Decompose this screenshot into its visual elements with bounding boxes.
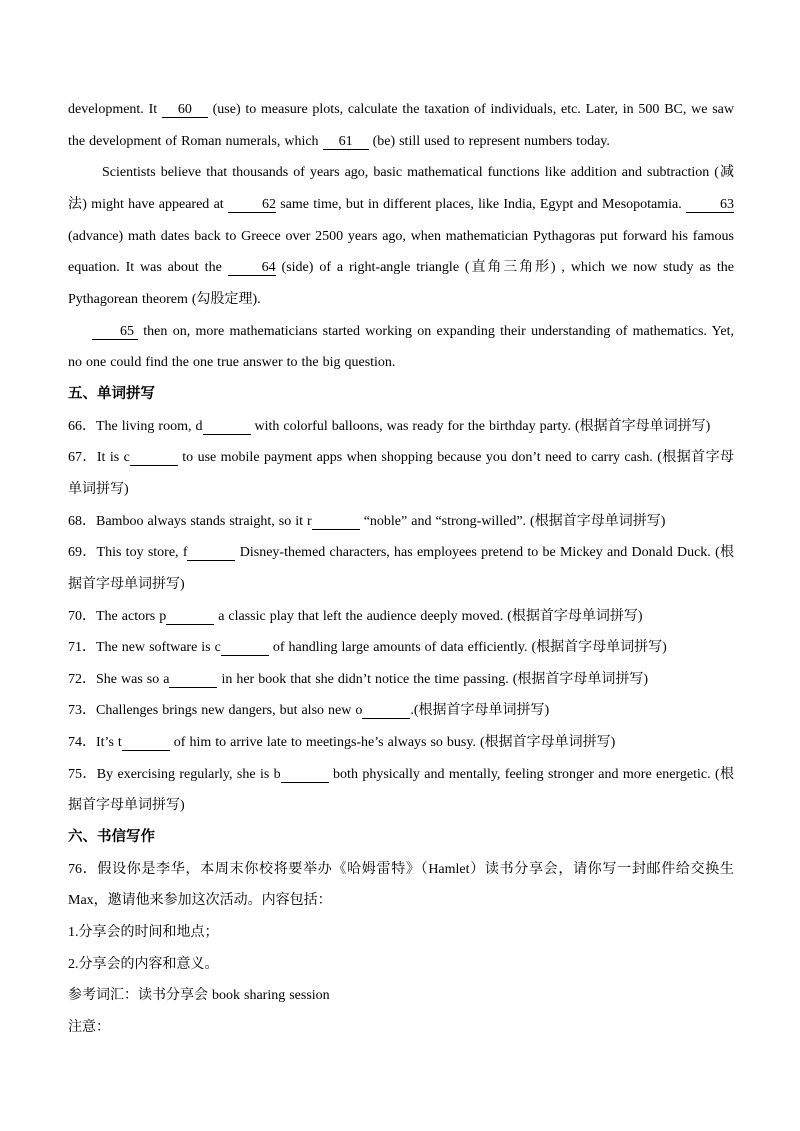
text-run: Disney-themed characters, has employees pretend to be Mickey and Donald Duck. (根据首字母单词拼写) xyxy=(68,545,734,592)
text-run: with colorful balloons, was ready for the birthday party. (根据首字母单词拼写) xyxy=(250,418,711,434)
text-run: same time, but in different places, like India, Egypt and Mesopotamia. xyxy=(275,196,686,212)
text-run: It is c xyxy=(96,450,130,466)
answer-blank xyxy=(281,768,329,783)
question-70 xyxy=(68,601,734,633)
numbered-blank-63: 63 xyxy=(686,198,734,213)
question-66 xyxy=(68,411,734,443)
letter-notice-label xyxy=(68,1012,734,1044)
question-69 xyxy=(68,537,734,600)
text-run: 假设你是李华，本周末你校将要举办《哈姆雷特》（Hamlet）读书分享会，请你写一封邮件给交换生Max，邀请他来参加这次活动。内容包括： xyxy=(68,861,734,909)
answer-blank xyxy=(169,673,217,688)
text-run: She was so a xyxy=(96,671,170,687)
question-number: 75． xyxy=(68,766,97,782)
text-run: “noble” and “strong-willed”. (根据首字母单词拼写) xyxy=(359,513,666,529)
text-run: in her book that she didn’t notice the time passing. (根据首字母单词拼写) xyxy=(217,671,649,687)
text-run: then on, more mathematicians started working on expanding their understanding of mathematics. Yet, no one could find the one true answer to the big question. xyxy=(68,323,734,371)
section-heading-letter-writing: 六、书信写作 xyxy=(68,829,155,846)
text-run: (be) still used to represent numbers today. xyxy=(368,133,610,149)
question-72 xyxy=(68,664,734,696)
text-run: a classic play that left the audience deeply moved. (根据首字母单词拼写) xyxy=(214,608,643,624)
numbered-blank-65: 65 xyxy=(92,325,138,340)
text-run: Challenges brings new dangers, but also new o xyxy=(96,703,363,719)
question-number: 67． xyxy=(68,450,97,466)
question-number: 66． xyxy=(68,418,96,434)
text-run: (use) to measure plots, calculate the taxation of individuals, etc. Later, in 500 BC, we saw the development of Roman numerals, which xyxy=(68,102,734,149)
question-number: 68． xyxy=(68,513,96,529)
letter-reference-vocabulary xyxy=(68,980,734,1012)
answer-blank xyxy=(203,420,251,435)
numbered-blank-61: 61 xyxy=(323,135,369,150)
text-run: of him to arrive late to meetings-he’s always so busy. (根据首字母单词拼写) xyxy=(169,735,616,751)
question-number: 76． xyxy=(68,861,98,877)
text-run: of handling large amounts of data efficiently. (根据首字母单词拼写) xyxy=(268,640,667,656)
question-74 xyxy=(68,727,734,759)
text-run: to use mobile payment apps when shopping because you don’t need to carry cash. (根据首字母单词拼写) xyxy=(68,450,735,497)
text-run: The actors p xyxy=(96,608,167,624)
question-67 xyxy=(68,442,734,505)
numbered-blank-62: 62 xyxy=(228,198,276,213)
answer-blank xyxy=(122,736,170,751)
letter-point-1 xyxy=(68,917,734,949)
text-run: This toy store, f xyxy=(96,545,188,561)
grammar-fill-paragraph-1 xyxy=(68,94,734,157)
letter-point-2 xyxy=(68,949,734,981)
numbered-blank-60: 60 xyxy=(162,103,208,118)
text-run: The new software is c xyxy=(96,640,221,656)
question-number: 70． xyxy=(68,608,96,624)
question-71 xyxy=(68,632,734,664)
answer-blank xyxy=(362,704,410,719)
text-run: 1.分享会的时间和地点； xyxy=(68,925,219,941)
text-run: It’s t xyxy=(96,735,122,751)
text-run: The living room, d xyxy=(96,418,203,434)
text-run: (side) of a right-angle triangle (直角三角形) , which we now study as the Pythagorean theorem (勾股定理). xyxy=(68,260,734,307)
question-76 xyxy=(68,854,734,917)
question-number: 69． xyxy=(68,545,97,561)
question-68 xyxy=(68,506,734,538)
answer-blank xyxy=(312,515,360,530)
question-number: 73． xyxy=(68,703,96,719)
text-run: 参考词汇：读书分享会 book sharing session xyxy=(68,988,330,1004)
text-run: Bamboo always stands straight, so it r xyxy=(96,513,312,529)
text-run: Scientists believe that thousands of years ago, basic mathematical functions like addition and subtraction (减法) might have appeared at xyxy=(68,165,734,212)
text-run: development. It xyxy=(68,102,162,117)
grammar-fill-paragraph-3 xyxy=(68,316,734,379)
text-run: (advance) math dates back to Greece over 2500 years ago, when mathematician Pythagoras put forward his famous equation. It was about the xyxy=(68,228,734,276)
answer-blank xyxy=(166,610,214,625)
question-73 xyxy=(68,695,734,727)
text-run: By exercising regularly, she is b xyxy=(96,766,281,782)
question-number: 71． xyxy=(68,640,96,656)
text-run: 注意： xyxy=(68,1020,110,1036)
answer-blank xyxy=(130,451,178,466)
grammar-fill-paragraph-2 xyxy=(68,157,734,315)
question-75 xyxy=(68,759,734,822)
section-heading-word-spelling: 五、单词拼写 xyxy=(68,385,155,402)
question-number: 74． xyxy=(68,735,96,751)
answer-blank xyxy=(187,546,235,561)
text-run: .(根据首字母单词拼写) xyxy=(410,703,550,719)
answer-blank xyxy=(221,641,269,656)
numbered-blank-64: 64 xyxy=(228,261,276,276)
text-run: 2.分享会的内容和意义。 xyxy=(68,956,219,972)
text-run: both physically and mentally, feeling stronger and more energetic. (根据首字母单词拼写) xyxy=(68,766,735,814)
question-number: 72． xyxy=(68,671,96,687)
